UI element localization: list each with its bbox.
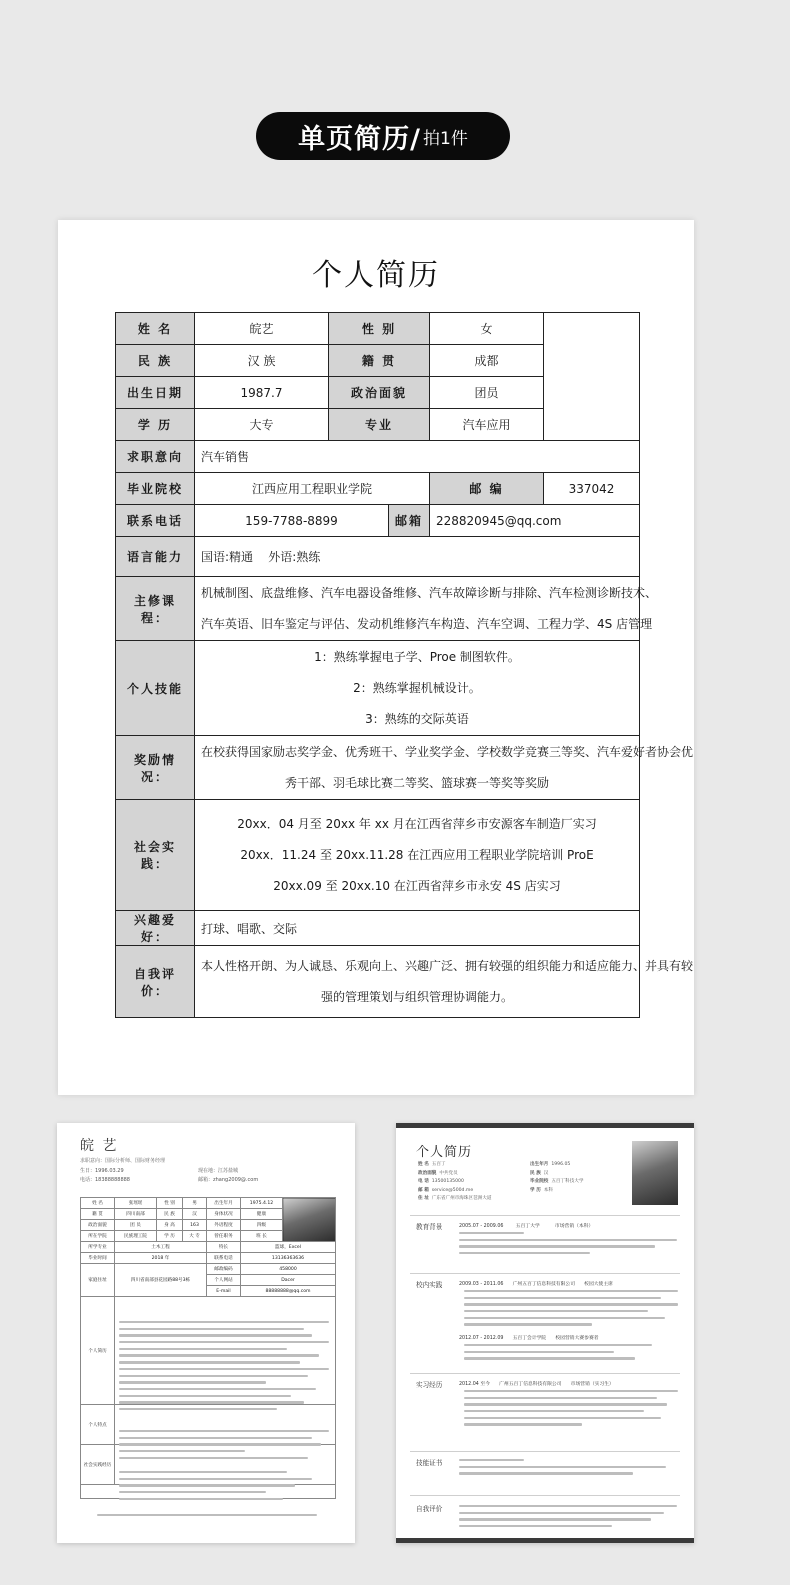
mini-cell: 篮球，Excel xyxy=(241,1242,336,1253)
divider xyxy=(410,1373,680,1374)
thumb-b-bottom-bar xyxy=(396,1538,694,1543)
major-label: 专业 xyxy=(329,409,430,441)
mini-cell: 出生年月 xyxy=(207,1198,241,1209)
mini-cell: 个人特点 xyxy=(81,1405,115,1445)
mini-cell: 个人网站 xyxy=(207,1275,241,1286)
practice-line: 20xx.09 至 20xx.10 在江西省萍乡市永安 4S 店实习 xyxy=(273,878,561,893)
photo-cell xyxy=(544,313,640,441)
thumb-b-info xyxy=(418,1161,642,1204)
thumb-b-entry: 2005.07 - 2009.06 五百丁大学 市场营销（本科） xyxy=(459,1224,594,1229)
mini-cell: 民族理工院 xyxy=(115,1231,157,1242)
practice-value xyxy=(195,800,640,911)
thumb-b-info-item: 邮 箱 service@500d.me xyxy=(418,1187,474,1193)
mini-cell: 汉 xyxy=(183,1209,207,1220)
mini-cell: 学 历 xyxy=(157,1231,183,1242)
table-row xyxy=(116,946,640,1018)
thumb-b-info-item: 姓 名 五百丁 xyxy=(418,1162,446,1167)
mini-cell: 籍 贯 xyxy=(81,1209,115,1220)
skills-value xyxy=(195,641,640,736)
language-label: 语言能力 xyxy=(116,537,195,577)
table-row xyxy=(116,505,640,537)
thumb-b-title: 个人简历 xyxy=(416,1145,473,1160)
thumb-a-info-item: 邮箱：zhang2009@.com xyxy=(198,1177,259,1183)
mini-cell: 外语程度 xyxy=(207,1220,241,1231)
mini-cell: 身体状况 xyxy=(207,1209,241,1220)
mini-cell: 1975.4.12 xyxy=(241,1198,283,1209)
mini-cell: 民 族 xyxy=(157,1209,183,1220)
resume-title: 个人简历 xyxy=(312,258,440,293)
hobbies-value: 打球、唱歌、交际 xyxy=(195,911,640,946)
thumb-b-info-item: 民 族 汉 xyxy=(530,1170,549,1176)
mini-cell: 政治面貌 xyxy=(81,1220,115,1231)
phone-value: 159-7788-8899 xyxy=(195,505,389,537)
thumb-a-info xyxy=(80,1167,316,1185)
thumb-b-section-label: 实习经历 xyxy=(416,1381,443,1389)
divider xyxy=(410,1215,680,1216)
thumb-b-top-bar xyxy=(396,1123,694,1128)
divider xyxy=(410,1451,680,1452)
mini-cell: 163 xyxy=(183,1220,207,1231)
placeholder-lines xyxy=(97,1514,317,1521)
thumb-b-info-item: 学 历 本科 xyxy=(530,1187,553,1193)
mini-cell: 姓 名 xyxy=(81,1198,115,1209)
template-thumbnail-a[interactable] xyxy=(57,1123,355,1543)
table-row xyxy=(81,1264,336,1275)
intent-value: 汽车销售 xyxy=(195,441,640,473)
intent-label: 求职意向 xyxy=(116,441,195,473)
skills-label: 个人技能 xyxy=(116,641,195,736)
mini-cell: 2018 年 xyxy=(115,1253,207,1264)
table-row xyxy=(116,313,640,345)
placeholder-lines xyxy=(119,1471,329,1504)
placeholder-lines xyxy=(459,1232,677,1259)
resume-table xyxy=(115,312,694,1018)
phone-label: 联系电话 xyxy=(116,505,195,537)
major-value: 汽车应用 xyxy=(430,409,544,441)
resume-sheet xyxy=(58,220,694,1095)
thumb-b-info-item: 毕业院校 五百丁科技大学 xyxy=(530,1179,584,1184)
placeholder-lines xyxy=(464,1290,678,1330)
mini-cell: 土木工程 xyxy=(115,1242,207,1253)
mini-cell: 张瑶瑶 xyxy=(115,1198,157,1209)
placeholder-lines xyxy=(464,1390,678,1430)
awards-line: 在校获得国家励志奖学金、优秀班干、学业奖学金、学校数学竞赛三等奖、汽车爱好者协会优 xyxy=(201,744,694,759)
placeholder-lines xyxy=(464,1344,678,1364)
banner-sub-text: 拍1件 xyxy=(423,128,468,149)
mini-cell: 性 别 xyxy=(157,1198,183,1209)
thumb-a-info-item: 现在地：江苏盐城 xyxy=(198,1168,239,1174)
divider xyxy=(410,1495,680,1496)
mini-cell: 458000 xyxy=(241,1264,336,1275)
thumb-a-info-item: 生日：1996.03.29 xyxy=(80,1168,124,1174)
skill-line: 2：熟练掌握机械设计。 xyxy=(353,680,481,695)
hobbies-label: 兴趣爱好： xyxy=(116,911,195,946)
postcode-label: 邮 编 xyxy=(430,473,544,505)
education-value: 大专 xyxy=(195,409,329,441)
thumb-a-subtitle: 求职意向：国际分析师、国际财务经理 xyxy=(80,1158,166,1164)
skill-line: 1：熟练掌握电子学、Proe 制图软件。 xyxy=(314,649,520,664)
mini-cell: E-mail xyxy=(207,1286,241,1297)
mini-cell: 毕业时间 xyxy=(81,1253,115,1264)
mini-cell: 特长 xyxy=(207,1242,241,1253)
gender-value: 女 xyxy=(430,313,544,345)
language-value: 国语:精通 外语:熟练 xyxy=(195,537,640,577)
mini-cell: 个人简历 xyxy=(81,1297,115,1405)
name-value: 皖艺 xyxy=(195,313,329,345)
self-line: 强的管理策划与组织管理协调能力。 xyxy=(320,989,513,1004)
self-value xyxy=(195,946,694,1018)
table-row xyxy=(116,577,640,641)
table-row xyxy=(116,441,640,473)
mini-cell: 社会实践经历 xyxy=(81,1445,115,1485)
birth-value: 1987.7 xyxy=(195,377,329,409)
school-value: 江西应用工程职业学院 xyxy=(195,473,430,505)
mini-cell: 健康 xyxy=(241,1209,283,1220)
birth-label: 出生日期 xyxy=(116,377,195,409)
banner-main-text: 单页简历/ xyxy=(298,123,422,155)
political-value: 团员 xyxy=(430,377,544,409)
placeholder-lines xyxy=(119,1430,329,1463)
thumb-a-info-item: 电话：18388888888 xyxy=(80,1177,130,1183)
table-row xyxy=(116,537,640,577)
table-row xyxy=(116,641,640,736)
thumb-b-info-item: 电 话 13500135000 xyxy=(418,1179,464,1184)
thumb-b-photo xyxy=(632,1141,678,1205)
mini-cell: 所在学院 xyxy=(81,1231,115,1242)
gender-label: 性 别 xyxy=(329,313,430,345)
awards-line: 秀干部、羽毛球比赛二等奖、篮球赛一等奖等奖励 xyxy=(284,775,549,790)
mini-cell: 大 专 xyxy=(183,1231,207,1242)
thumb-a-name: 皖 艺 xyxy=(80,1138,119,1154)
courses-line: 机械制图、底盘维修、汽车电器设备维修、汽车故障诊断与排除、汽车检测诊断技术、 xyxy=(201,585,658,600)
table-row xyxy=(81,1242,336,1253)
mini-cell: 所学专业 xyxy=(81,1242,115,1253)
table-row xyxy=(116,473,640,505)
promo-banner xyxy=(256,112,510,160)
mini-cell: 男 xyxy=(183,1198,207,1209)
mini-cell: 联系电话 xyxy=(207,1253,241,1264)
education-label: 学 历 xyxy=(116,409,195,441)
thumb-b-info-item: 住 址 广东省广州市海珠区琶洲大道 xyxy=(418,1196,492,1201)
table-row xyxy=(81,1198,336,1209)
practice-line: 20xx．04 月至 20xx 年 xx 月在江西省萍乡市安源客车制造厂实习 xyxy=(237,816,597,831)
self-line: 本人性格开朗、为人诚恳、乐观向上、兴趣广泛、拥有较强的组织能力和适应能力、并具有较 xyxy=(201,958,694,973)
mini-cell: 团 员 xyxy=(115,1220,157,1231)
practice-line: 20xx．11.24 至 20xx.11.28 在江西应用工程职业学院培训 ProE xyxy=(240,847,594,862)
mini-cell: 邮政编码 xyxy=(207,1264,241,1275)
thumb-b-section-label: 技能证书 xyxy=(416,1459,443,1467)
mini-cell: 四级 xyxy=(241,1220,283,1231)
placeholder-lines xyxy=(459,1459,677,1479)
mini-cell: 身 高 xyxy=(157,1220,183,1231)
thumb-b-entry: 2012.04 至今 广州五百丁信息科技有限公司 市场营销（实习生） xyxy=(459,1382,614,1387)
thumb-b-info-item: 政治面貌 中共党员 xyxy=(418,1170,458,1176)
template-thumbnail-b[interactable] xyxy=(396,1123,694,1543)
thumb-b-entry: 2012.07 - 2012.09 五百丁会计学院 校园营销大赛参赛者 xyxy=(459,1336,599,1341)
email-label: 邮箱 xyxy=(389,505,430,537)
mini-cell: 13136363636 xyxy=(241,1253,336,1264)
awards-value xyxy=(195,736,694,800)
self-label: 自我评价： xyxy=(116,946,195,1018)
table-row xyxy=(116,800,640,911)
thumb-b-section-label: 教育背景 xyxy=(416,1223,443,1231)
skill-line: 3：熟练的交际英语 xyxy=(365,711,469,726)
courses-line: 汽车英语、旧车鉴定与评估、发动机维修汽车构造、汽车空调、工程力学、4S 店管理 xyxy=(201,616,653,631)
practice-label: 社会实践： xyxy=(116,800,195,911)
mini-cell: 四川省南部县花园路88号3栋 xyxy=(115,1264,207,1297)
mini-cell: 88888888@qq.com xyxy=(241,1286,336,1297)
ethnicity-value: 汉 族 xyxy=(195,345,329,377)
table-row xyxy=(116,911,640,946)
thumb-b-info-item: 出生年月 1996.05 xyxy=(530,1162,571,1167)
courses-value xyxy=(195,577,658,641)
mini-cell: 班 长 xyxy=(241,1231,283,1242)
political-label: 政治面貌 xyxy=(329,377,430,409)
awards-label: 奖励情况： xyxy=(116,736,195,800)
thumb-b-section-label: 自我评价 xyxy=(416,1505,443,1513)
mini-cell: 曾任职务 xyxy=(207,1231,241,1242)
native-label: 籍 贯 xyxy=(329,345,430,377)
thumb-a-photo xyxy=(283,1198,336,1242)
divider xyxy=(410,1273,680,1274)
school-label: 毕业院校 xyxy=(116,473,195,505)
courses-label: 主修课程： xyxy=(116,577,195,641)
ethnicity-label: 民 族 xyxy=(116,345,195,377)
mini-cell: 四川南部 xyxy=(115,1209,157,1220)
thumb-b-section-label: 校内实践 xyxy=(416,1281,443,1289)
table-row xyxy=(81,1253,336,1264)
native-value: 成都 xyxy=(430,345,544,377)
placeholder-lines xyxy=(119,1321,329,1415)
table-row xyxy=(116,736,640,800)
postcode-value: 337042 xyxy=(544,473,640,505)
thumb-b-entry: 2009.03 - 2011.06 广州五百丁信息科技有限公司 校园大使主席 xyxy=(459,1282,613,1287)
name-label: 姓 名 xyxy=(116,313,195,345)
mini-cell: 家庭住址 xyxy=(81,1264,115,1297)
placeholder-lines xyxy=(459,1505,677,1532)
email-value: 228820945@qq.com xyxy=(430,505,640,537)
mini-cell: Dacer xyxy=(241,1275,336,1286)
